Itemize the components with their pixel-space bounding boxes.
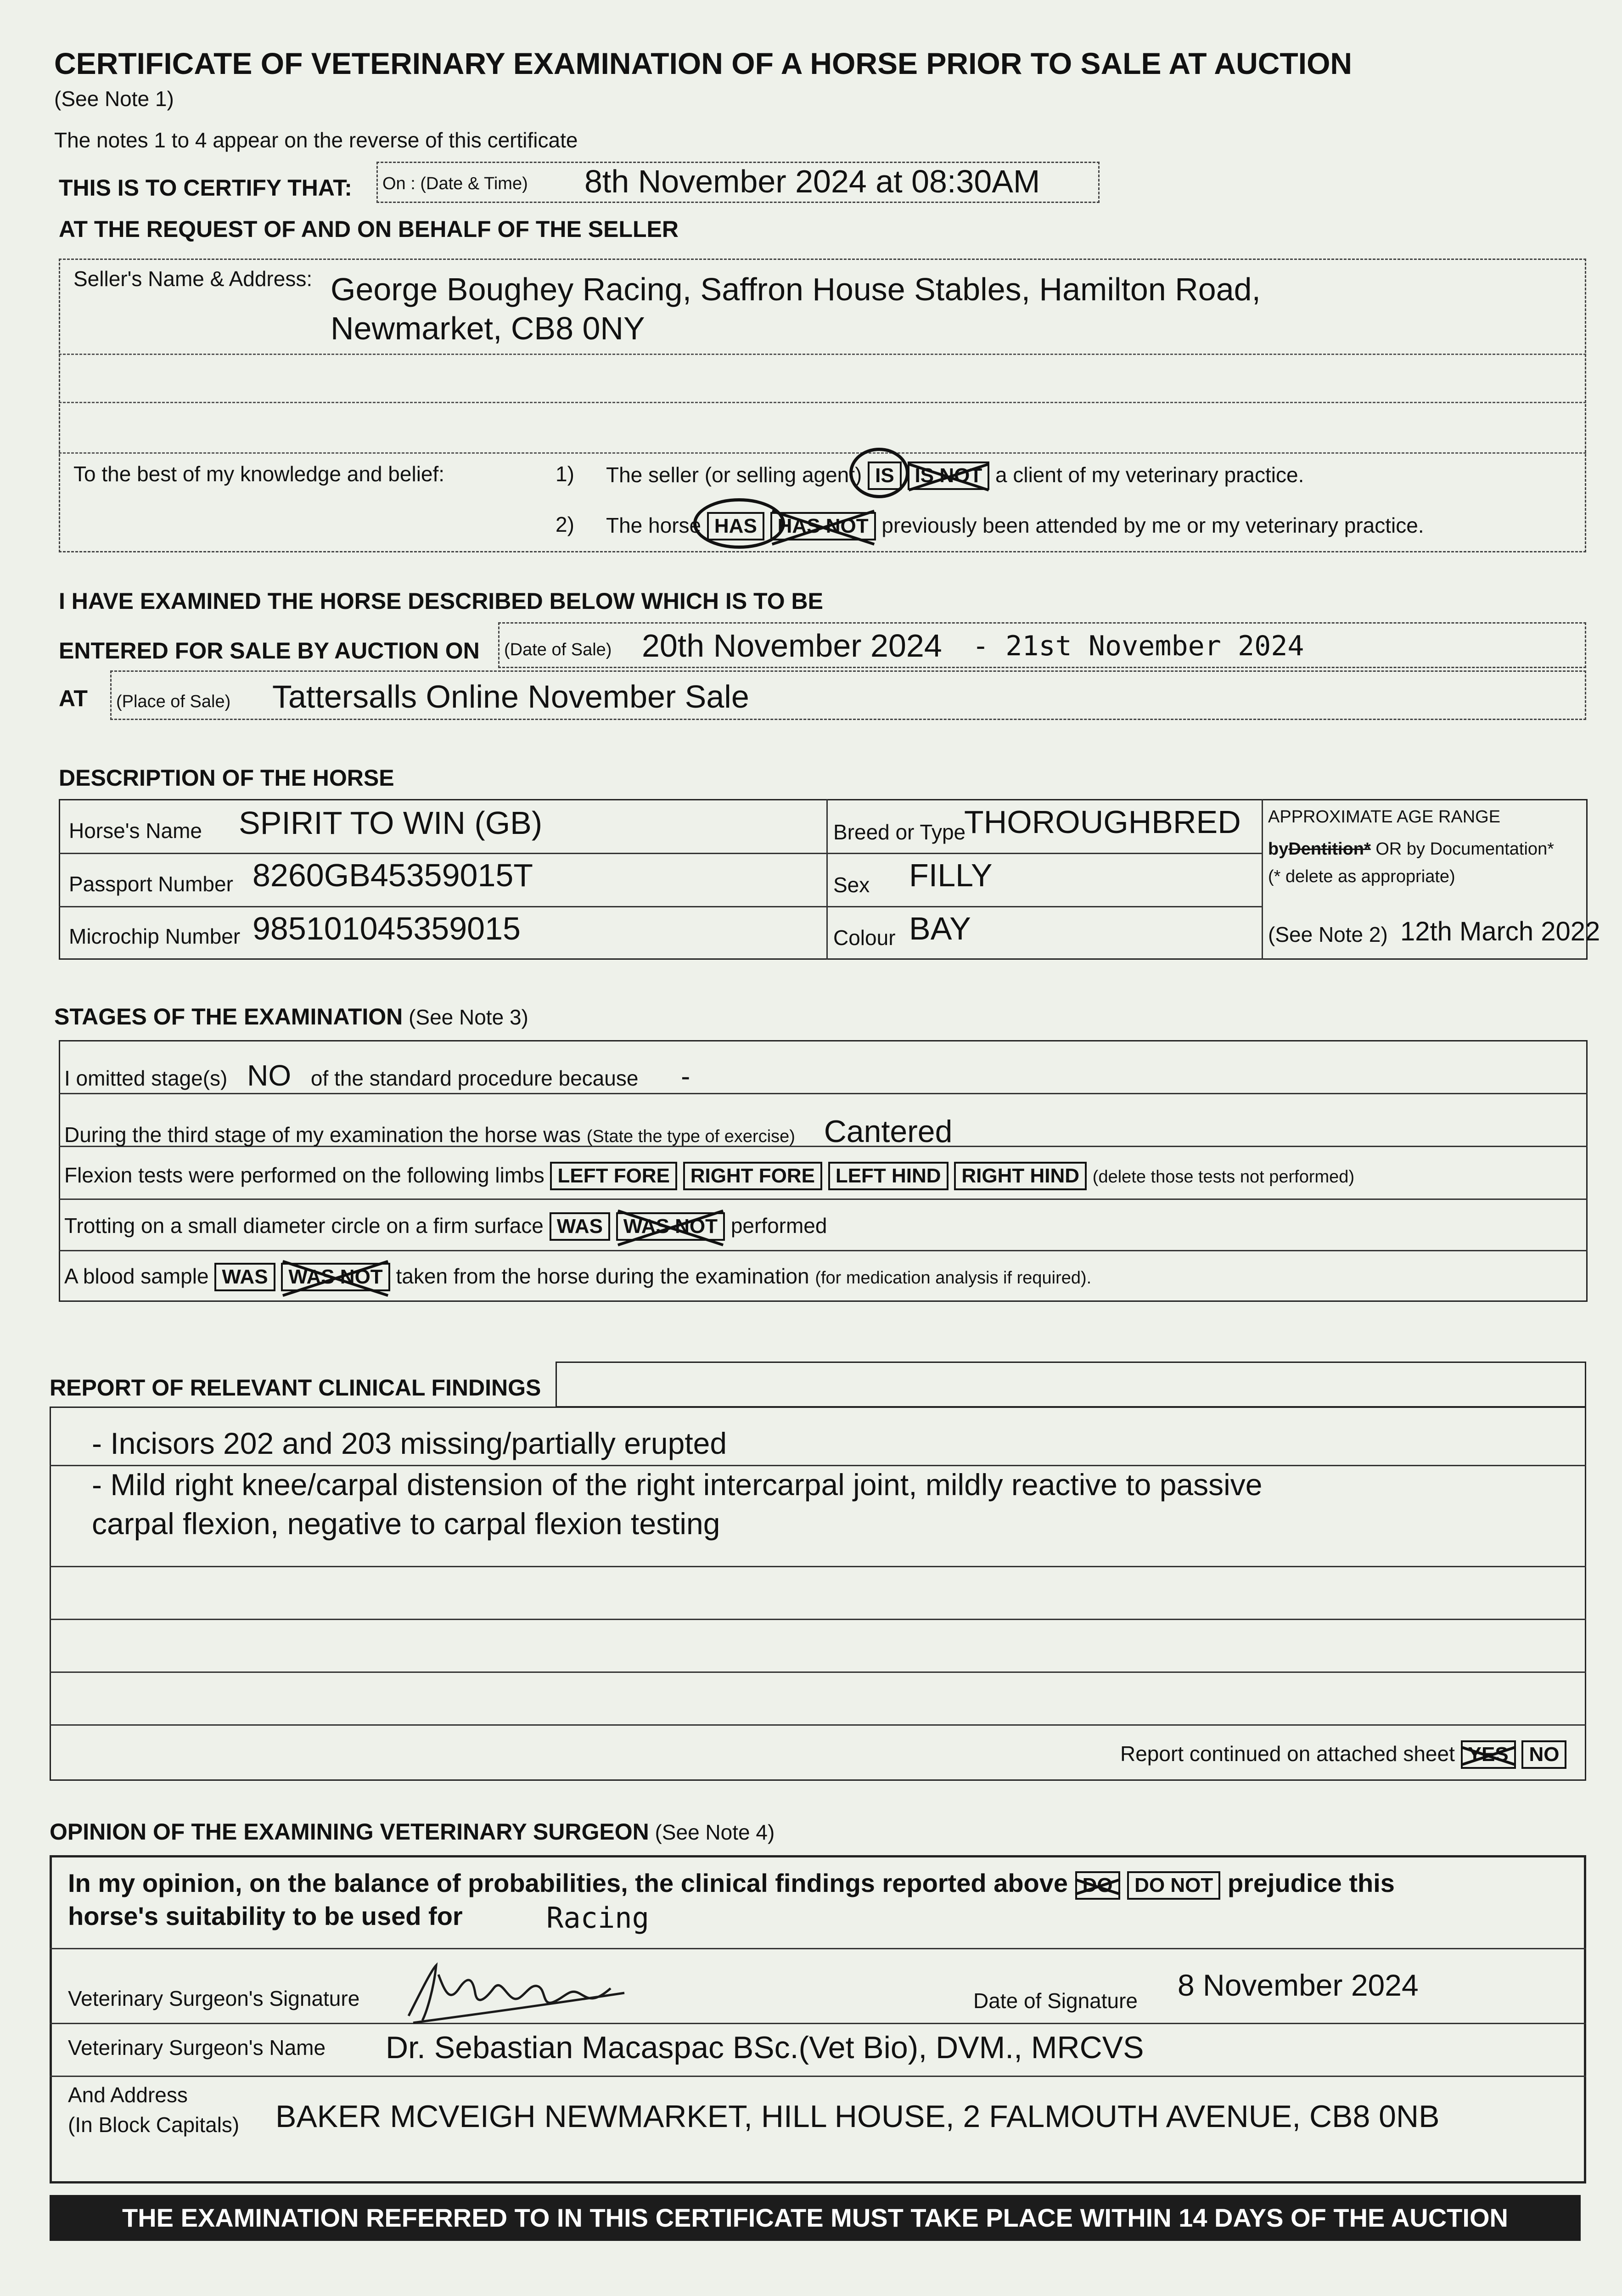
notes-line: The notes 1 to 4 appear on the reverse of this certificate	[54, 128, 578, 152]
omitted-pre: I omitted stage(s)	[64, 1066, 228, 1090]
statement-1	[606, 461, 1304, 490]
opinion-text-1: In my opinion, on the balance of probabilities, the clinical findings reported above	[68, 1868, 1068, 1897]
omitted-reason: -	[681, 1061, 690, 1092]
signature-label: Veterinary Surgeon's Signature	[68, 1986, 360, 2010]
selection-circle	[693, 498, 785, 549]
stages-heading	[54, 1003, 528, 1030]
opinion-text-3: horse's suitability to be used for	[68, 1902, 463, 1930]
examined-label: I HAVE EXAMINED THE HORSE DESCRIBED BELOW WHICH IS TO BE	[59, 588, 823, 614]
trotting-label: Trotting on a small diameter circle on a firm surface	[64, 1214, 544, 1238]
horse-description-label: DESCRIPTION OF THE HORSE	[59, 765, 394, 791]
age-see-note: (See Note 2)	[1268, 923, 1388, 946]
date-of-sale-label: (Date of Sale)	[504, 640, 612, 659]
opinion-statement	[68, 1868, 1395, 1900]
sale-date-extra: - 21st November 2024	[972, 630, 1304, 662]
trotting-post: performed	[730, 1214, 827, 1238]
statement-1-post: a client of my veterinary practice.	[995, 463, 1304, 487]
sale-place-value: Tattersalls Online November Sale	[272, 679, 749, 715]
blood-was-not-option[interactable]: WAS NOT	[281, 1263, 390, 1291]
stages-note: (See Note 3)	[409, 1005, 528, 1029]
seller-address-line1: George Boughey Racing, Saffron House Stables, Hamilton Road,	[331, 271, 1261, 307]
report-line-1: - Incisors 202 and 203 missing/partially erupted	[92, 1426, 727, 1460]
opinion-do-option[interactable]: DO	[1075, 1871, 1120, 1900]
report-header-box	[556, 1362, 1586, 1407]
see-note-1: (See Note 1)	[54, 87, 174, 111]
passport-label: Passport Number	[69, 872, 233, 896]
breed-value: THOROUGHBRED	[964, 804, 1241, 840]
sale-place-field[interactable]	[110, 670, 1586, 720]
sex-label: Sex	[833, 873, 870, 897]
report-continued-no[interactable]: NO	[1521, 1740, 1566, 1769]
date-of-signature-value: 8 November 2024	[1178, 1968, 1419, 2002]
exam-date-time: 8th November 2024 at 08:30AM	[584, 163, 1040, 199]
opinion-text-2: prejudice this	[1227, 1868, 1395, 1897]
flexion-note: (delete those tests not performed)	[1092, 1167, 1355, 1187]
flexion-right-hind[interactable]: RIGHT HIND	[954, 1162, 1087, 1190]
opinion-heading	[50, 1818, 775, 1845]
flexion-label: Flexion tests were performed on the following limbs	[64, 1163, 544, 1187]
blood-row	[64, 1263, 1091, 1291]
age-range-label: APPROXIMATE AGE RANGE	[1268, 807, 1501, 827]
flexion-left-fore[interactable]: LEFT FORE	[550, 1162, 677, 1190]
age-method	[1268, 839, 1554, 859]
trotting-was-not-option[interactable]: WAS NOT	[616, 1212, 725, 1241]
report-line-2: - Mild right knee/carpal distension of the right intercarpal joint, mildly reactive to passive	[92, 1468, 1263, 1502]
surgeon-address-value: BAKER MCVEIGH NEWMARKET, HILL HOUSE, 2 FALMOUTH AVENUE, CB8 0NB	[275, 2099, 1440, 2134]
opinion-do-not-option[interactable]: DO NOT	[1127, 1871, 1220, 1900]
third-stage-label: During the third stage of my examination the horse was	[64, 1123, 581, 1147]
statement-2-number: 2)	[556, 512, 574, 536]
trotting-row	[64, 1212, 827, 1241]
certify-label: THIS IS TO CERTIFY THAT:	[59, 175, 352, 201]
report-continued-row	[1120, 1740, 1566, 1769]
age-delete-note: (* delete as appropriate)	[1268, 867, 1455, 886]
at-label: AT	[59, 686, 88, 711]
report-line-3: carpal flexion, negative to carpal flexion testing	[92, 1507, 720, 1541]
statement-2-pre: The horse	[606, 513, 702, 537]
flexion-left-hind[interactable]: LEFT HIND	[828, 1162, 949, 1190]
sale-date-value: 20th November 2024	[642, 628, 942, 664]
flexion-row	[64, 1162, 1354, 1190]
document-title: CERTIFICATE OF VETERINARY EXAMINATION OF A HORSE PRIOR TO SALE AT AUCTION	[54, 46, 1353, 80]
surgeon-name-value: Dr. Sebastian Macaspac BSc.(Vet Bio), DVM., MRCVS	[386, 2030, 1144, 2065]
blood-was-option[interactable]: WAS	[214, 1263, 275, 1291]
flexion-right-fore[interactable]: RIGHT FORE	[683, 1162, 822, 1190]
statement-1-pre: The seller (or selling agent)	[606, 463, 862, 487]
seller-label: Seller's Name & Address:	[73, 267, 313, 291]
omitted-mid: of the standard procedure because	[310, 1066, 639, 1090]
opinion-label: OPINION OF THE EXAMINING VETERINARY SURGEON	[50, 1819, 649, 1845]
statement-1-number: 1)	[556, 462, 574, 486]
age-by: by	[1268, 839, 1289, 859]
place-of-sale-label: (Place of Sale)	[116, 692, 231, 711]
omitted-value: NO	[247, 1059, 292, 1092]
age-documentation-option[interactable]: OR by Documentation*	[1375, 839, 1554, 859]
third-stage-row	[64, 1114, 952, 1149]
request-label: AT THE REQUEST OF AND ON BEHALF OF THE SELLER	[59, 216, 679, 242]
passport-value: 8260GB45359015T	[253, 857, 533, 893]
horse-name-value: SPIRIT TO WIN (GB)	[239, 805, 543, 841]
breed-label: Breed or Type	[833, 820, 966, 844]
report-continued-yes[interactable]: YES	[1461, 1740, 1516, 1769]
date-time-field[interactable]	[376, 162, 1100, 203]
address-block-capitals-label: (In Block Capitals)	[68, 2113, 240, 2137]
age-value: 12th March 2022	[1400, 917, 1600, 946]
colour-value: BAY	[909, 911, 971, 946]
opinion-note: (See Note 4)	[655, 1820, 775, 1844]
seller-is-not-option[interactable]: IS NOT	[908, 461, 990, 490]
third-stage-value: Cantered	[824, 1114, 953, 1149]
report-continued-label: Report continued on attached sheet	[1120, 1742, 1455, 1766]
sale-date-field[interactable]	[498, 622, 1586, 668]
age-dentition-option[interactable]: Dentition*	[1288, 839, 1371, 859]
horse-has-not-option[interactable]: HAS NOT	[770, 512, 876, 540]
seller-address-line2: Newmarket, CB8 0NY	[331, 310, 645, 346]
horse-name-label: Horse's Name	[69, 819, 202, 843]
horse-has-option[interactable]: HAS	[707, 512, 764, 540]
entered-label: ENTERED FOR SALE BY AUCTION ON	[59, 638, 480, 664]
blood-note: (for medication analysis if required).	[815, 1268, 1092, 1288]
blood-post: taken from the horse during the examination	[396, 1264, 809, 1288]
knowledge-label: To the best of my knowledge and belief:	[73, 462, 445, 486]
sex-value: FILLY	[909, 857, 993, 893]
footer-banner: THE EXAMINATION REFERRED TO IN THIS CERTIFICATE MUST TAKE PLACE WITHIN 14 DAYS OF THE AUCTION	[50, 2195, 1581, 2241]
suitability-use-value: Racing	[546, 1901, 649, 1935]
on-date-label: On : (Date & Time)	[382, 174, 528, 193]
report-label: REPORT OF RELEVANT CLINICAL FINDINGS	[50, 1375, 541, 1401]
blood-label: A blood sample	[64, 1264, 209, 1288]
surgeon-name-label: Veterinary Surgeon's Name	[68, 2036, 326, 2060]
signature	[395, 1961, 634, 2030]
trotting-was-option[interactable]: WAS	[550, 1212, 610, 1241]
stages-label: STAGES OF THE EXAMINATION	[54, 1004, 403, 1030]
omitted-row	[64, 1058, 690, 1092]
colour-label: Colour	[833, 926, 896, 950]
microchip-label: Microchip Number	[69, 924, 241, 948]
seller-is-option[interactable]: IS	[868, 461, 902, 490]
selection-circle	[849, 448, 909, 498]
statement-2-post: previously been attended by me or my veterinary practice.	[881, 513, 1424, 537]
third-stage-note: (State the type of exercise)	[586, 1127, 795, 1146]
date-of-signature-label: Date of Signature	[973, 1989, 1138, 2013]
address-label: And Address	[68, 2083, 188, 2107]
microchip-value: 985101045359015	[253, 911, 521, 946]
